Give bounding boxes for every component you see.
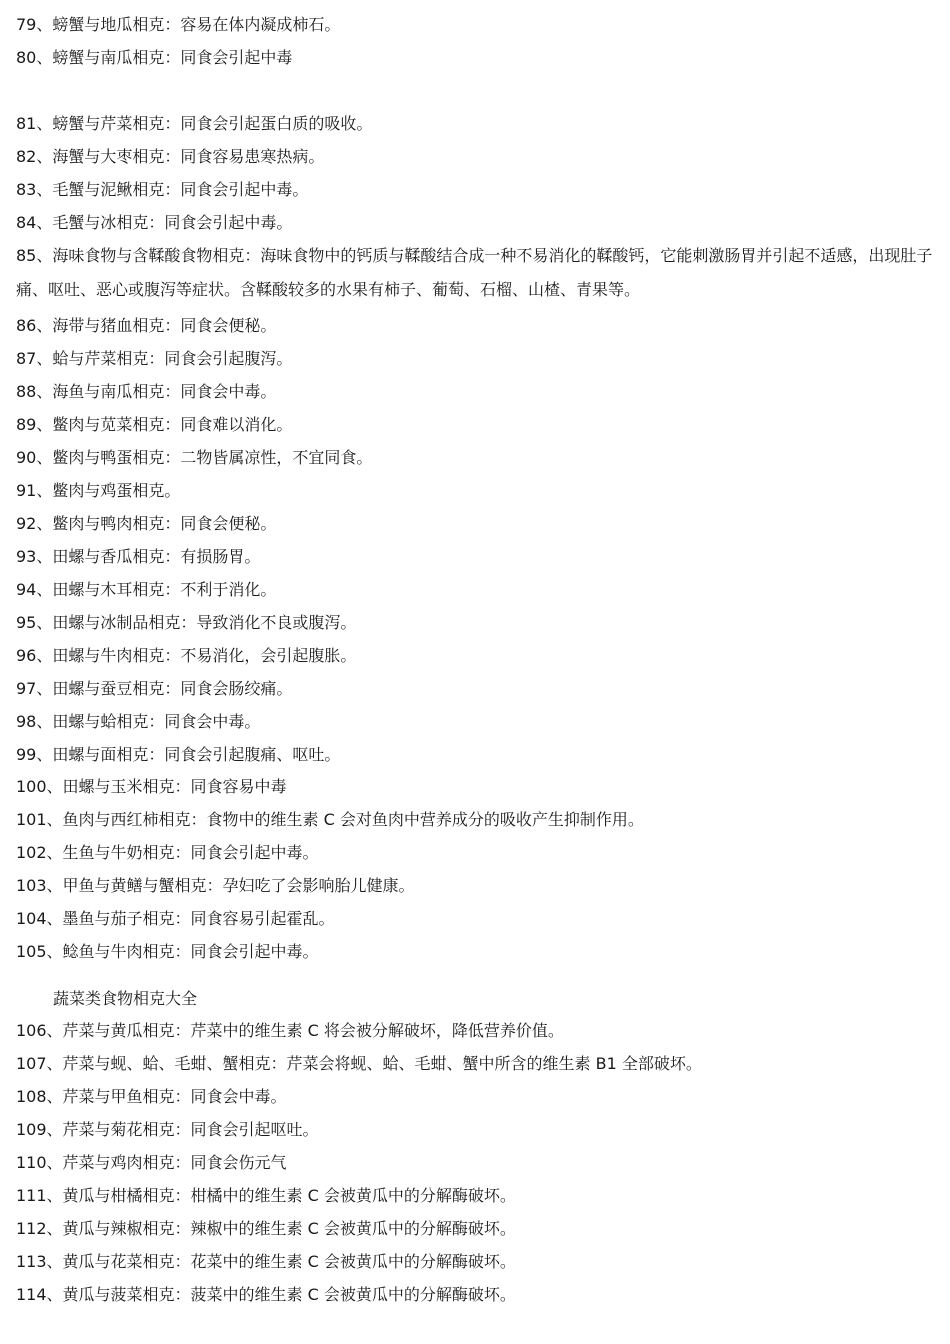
list-item: 86、海带与猪血相克：同食会便秘。 <box>16 316 277 335</box>
list-item: 108、芹菜与甲鱼相克：同食会中毒。 <box>16 1087 287 1106</box>
list-item: 93、田螺与香瓜相克：有损肠胃。 <box>16 547 261 566</box>
list-item: 99、田螺与面相克：同食会引起腹痛、呕吐。 <box>16 745 341 764</box>
list-item: 87、蛤与芹菜相克：同食会引起腹泻。 <box>16 349 293 368</box>
list-item: 96、田螺与牛肉相克：不易消化，会引起腹胀。 <box>16 646 357 665</box>
list-item: 102、生鱼与牛奶相克：同食会引起中毒。 <box>16 843 319 862</box>
section-heading: 蔬菜类食物相克大全 <box>53 989 198 1008</box>
list-item: 95、田螺与冰制品相克：导致消化不良或腹泻。 <box>16 613 357 632</box>
list-item: 81、螃蟹与芹菜相克：同食会引起蛋白质的吸收。 <box>16 114 373 133</box>
list-item: 80、螃蟹与南瓜相克：同食会引起中毒 <box>16 48 293 67</box>
list-item: 92、鳖肉与鸭肉相克：同食会便秘。 <box>16 514 277 533</box>
list-item: 88、海鱼与南瓜相克：同食会中毒。 <box>16 382 277 401</box>
list-item: 114、黄瓜与菠菜相克：菠菜中的维生素 C 会被黄瓜中的分解酶破坏。 <box>16 1285 516 1304</box>
list-item: 82、海蟹与大枣相克：同食容易患寒热病。 <box>16 147 325 166</box>
list-item: 103、甲鱼与黄鳝与蟹相克：孕妇吃了会影响胎儿健康。 <box>16 876 415 895</box>
list-item: 100、田螺与玉米相克：同食容易中毒 <box>16 777 287 796</box>
list-item: 111、黄瓜与柑橘相克：柑橘中的维生素 C 会被黄瓜中的分解酶破坏。 <box>16 1186 516 1205</box>
list-item: 104、墨鱼与茄子相克：同食容易引起霍乱。 <box>16 909 335 928</box>
list-item: 91、鳖肉与鸡蛋相克。 <box>16 481 181 500</box>
list-item: 105、鲶鱼与牛肉相克：同食会引起中毒。 <box>16 942 319 961</box>
list-item: 90、鳖肉与鸭蛋相克：二物皆属凉性，不宜同食。 <box>16 448 373 467</box>
list-item: 98、田螺与蛤相克：同食会中毒。 <box>16 712 261 731</box>
list-item: 79、螃蟹与地瓜相克：容易在体内凝成柿石。 <box>16 15 341 34</box>
list-item: 112、黄瓜与辣椒相克：辣椒中的维生素 C 会被黄瓜中的分解酶破坏。 <box>16 1219 516 1238</box>
list-item: 97、田螺与蚕豆相克：同食会肠绞痛。 <box>16 679 293 698</box>
list-item: 83、毛蟹与泥鳅相克：同食会引起中毒。 <box>16 180 309 199</box>
list-item: 89、鳖肉与苋菜相克：同食难以消化。 <box>16 415 293 434</box>
list-item: 110、芹菜与鸡肉相克：同食会伤元气 <box>16 1153 287 1172</box>
list-item: 94、田螺与木耳相克：不利于消化。 <box>16 580 277 599</box>
list-item: 109、芹菜与菊花相克：同食会引起呕吐。 <box>16 1120 319 1139</box>
list-item: 113、黄瓜与花菜相克：花菜中的维生素 C 会被黄瓜中的分解酶破坏。 <box>16 1252 516 1271</box>
list-item: 107、芹菜与蚬、蛤、毛蚶、蟹相克：芹菜会将蚬、蛤、毛蚶、蟹中所含的维生素 B1 全部破坏。 <box>16 1054 702 1073</box>
list-item-long: 85、海味食物与含鞣酸食物相克：海味食物中的钙质与鞣酸结合成一种不易消化的鞣酸钙，它能刺激肠胃并引起不适感，出现肚子痛、呕吐、恶心或腹泻等症状。含鞣酸较多的水果有柿子、葡萄、石榴、山楂、青果等。 <box>16 246 933 299</box>
list-item: 106、芹菜与黄瓜相克：芹菜中的维生素 C 将会被分解破坏，降低营养价值。 <box>16 1021 564 1040</box>
list-item: 101、鱼肉与西红柿相克：食物中的维生素 C 会对鱼肉中营养成分的吸收产生抑制作用。 <box>16 810 644 829</box>
list-item: 84、毛蟹与冰相克：同食会引起中毒。 <box>16 213 293 232</box>
